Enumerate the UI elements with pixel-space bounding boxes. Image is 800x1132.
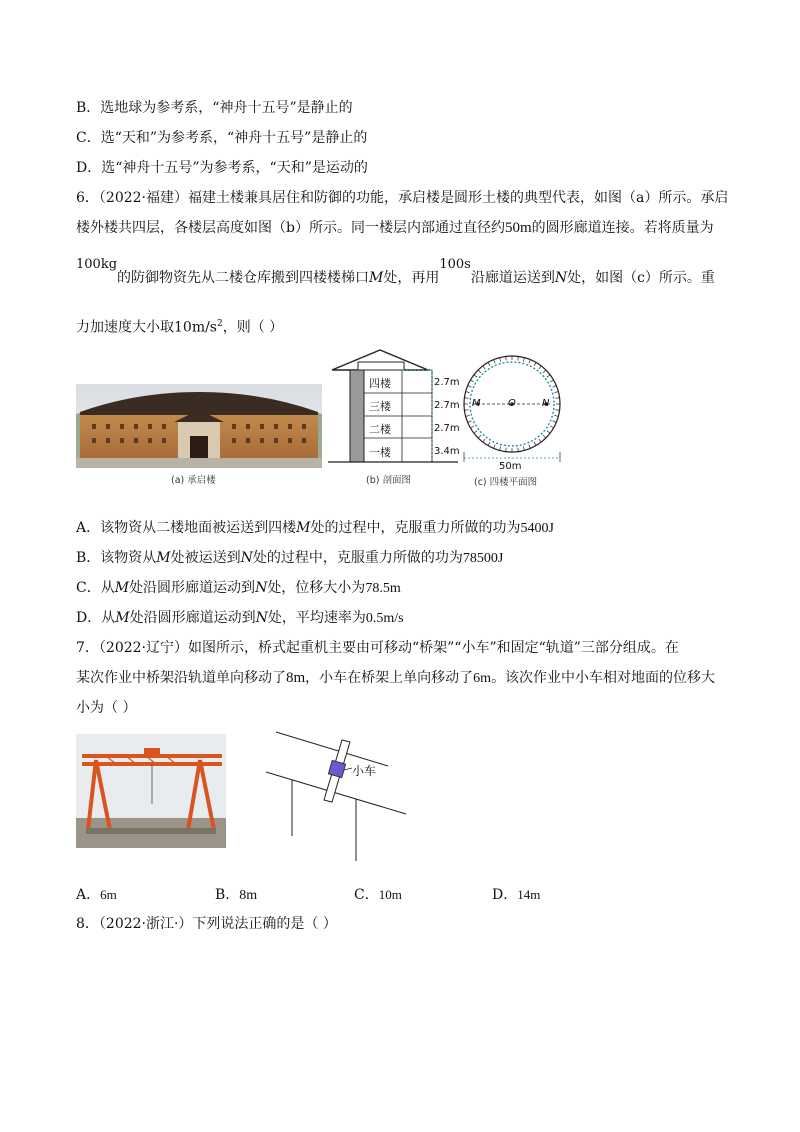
tulou-photo bbox=[76, 384, 322, 468]
q7-line1: 7．（2022·辽宁）如图所示，桥式起重机主要由可移动“桥架”“小车”和固定“轨道”三部分组成。在 bbox=[76, 640, 679, 656]
q7-line2: 某次作业中桥架沿轨道单向移动了8m，小车在桥架上单向移动了6m。该次作业中小车相对地面的位移大 bbox=[76, 670, 716, 686]
circle-tick bbox=[474, 431, 477, 433]
circle-tick bbox=[555, 392, 559, 393]
circle-tick bbox=[483, 366, 485, 369]
q6-line4: 力加速度大小取$10m/s^2$，则（ ） bbox=[76, 319, 284, 336]
circle-tick bbox=[478, 370, 481, 373]
circle-tick bbox=[494, 445, 496, 449]
floor-label-2: 二楼 bbox=[369, 423, 391, 436]
q5-option-c: C．选“天和”为参考系，“神舟十五号”是静止的 bbox=[76, 130, 368, 146]
circle-tick bbox=[500, 447, 501, 451]
height-label-2: 2.7m bbox=[434, 423, 460, 434]
floor-plan-diagram bbox=[462, 350, 562, 472]
circle-tick bbox=[539, 366, 541, 369]
point-o-label: O bbox=[508, 398, 516, 409]
circle-tick bbox=[506, 356, 507, 360]
q7-option-b: B．8m bbox=[215, 887, 258, 903]
corridor-diameter: 50m bbox=[504, 220, 532, 236]
circle-tick bbox=[550, 380, 553, 382]
q6-option-c: C．从M处沿圆形廊道运动到N处，位移大小为78.5m bbox=[76, 580, 401, 596]
car-displacement: 6m bbox=[473, 671, 492, 686]
floor-label-3: 三楼 bbox=[369, 400, 391, 413]
circle-tick bbox=[470, 426, 473, 428]
q6-option-d: D．从M处沿圆形廊道运动到N处，平均速率为0.5m/s bbox=[76, 610, 404, 626]
car-label: 小车 bbox=[352, 764, 377, 778]
q7-option-c: C．10m bbox=[354, 887, 402, 903]
circle-tick bbox=[506, 448, 507, 452]
q6-line3: 100kg的防御物资先从二楼仓库搬到四楼楼梯口M处，再用100s沿廊道运送到N处，如图（c）所示。重 bbox=[76, 257, 715, 286]
q8-line1: 8．（2022·浙江·）下列说法正确的是（ ） bbox=[76, 916, 337, 932]
q6-line2: 楼外楼共四层，各楼层高度如图（b）所示。同一楼层内部通过直径约50m的圆形廊道连接。若将质量为 bbox=[76, 220, 714, 236]
circle-tick bbox=[543, 435, 546, 438]
circle-tick bbox=[529, 360, 531, 364]
circle-tick bbox=[534, 362, 536, 365]
q5-option-d: D．选“神舟十五号”为参考系，“天和”是运动的 bbox=[76, 160, 368, 176]
circle-tick bbox=[500, 358, 501, 362]
q6-option-b: B．该物资从M处被运送到N处的过程中，克服重力所做的功为78500J bbox=[76, 550, 504, 566]
diameter-label: 50m bbox=[499, 461, 522, 472]
circle-tick bbox=[556, 398, 560, 399]
q6-line1: 6．（2022·福建）福建土楼兼具居住和防御的功能，承启楼是圆形土楼的典型代表，如图（a）所示。承启 bbox=[76, 190, 729, 206]
q7-option-a: A．6m bbox=[76, 887, 117, 903]
gravity-value: 10m/s bbox=[174, 319, 217, 336]
circle-tick bbox=[474, 375, 477, 377]
circle-tick bbox=[553, 421, 557, 423]
floor-label-1: 一楼 bbox=[369, 446, 391, 459]
height-label-1: 3.4m bbox=[434, 446, 460, 457]
crane-photo bbox=[76, 734, 226, 848]
circle-tick bbox=[518, 448, 519, 452]
circle-tick bbox=[464, 410, 468, 411]
circle-tick bbox=[466, 392, 470, 393]
circle-tick bbox=[547, 375, 550, 377]
q6-option-a: A．该物资从二楼地面被运送到四楼M处的过程中，克服重力所做的功为5400J bbox=[76, 520, 554, 536]
circle-tick bbox=[529, 445, 531, 449]
height-label-4: 2.7m bbox=[434, 377, 460, 388]
circle-tick bbox=[553, 386, 557, 388]
fig-c-caption: (c) 四楼平面图 bbox=[474, 477, 538, 488]
q7-option-d: D．14m bbox=[492, 887, 541, 903]
height-label-3: 2.7m bbox=[434, 400, 460, 411]
mass-value: 100kg bbox=[76, 257, 118, 272]
circle-tick bbox=[547, 431, 550, 433]
circle-tick bbox=[523, 358, 524, 362]
circle-tick bbox=[468, 421, 472, 423]
circle-tick bbox=[466, 415, 470, 416]
bridge-displacement: 8m bbox=[286, 670, 306, 686]
point-m-label: M bbox=[472, 398, 481, 409]
time-value: 100s bbox=[439, 257, 471, 272]
fig-a-caption: (a) 承启楼 bbox=[171, 475, 216, 486]
circle-tick bbox=[464, 398, 468, 399]
circle-tick bbox=[488, 362, 490, 365]
q7-line3: 小为（ ） bbox=[76, 700, 137, 716]
circle-tick bbox=[555, 415, 559, 416]
point-n-label: N bbox=[542, 398, 550, 409]
circle-tick bbox=[539, 439, 541, 442]
circle-tick bbox=[468, 386, 472, 388]
circle-tick bbox=[523, 447, 524, 451]
floor-label-4: 四楼 bbox=[369, 377, 391, 390]
circle-tick bbox=[556, 410, 560, 411]
fig-b-caption: (b) 剖面图 bbox=[366, 475, 411, 486]
circle-tick bbox=[494, 360, 496, 364]
circle-tick bbox=[470, 380, 473, 382]
circle-tick bbox=[518, 356, 519, 360]
crane-schematic bbox=[258, 724, 408, 864]
circle-tick bbox=[543, 370, 546, 373]
circle-tick bbox=[550, 426, 553, 428]
circle-tick bbox=[534, 442, 536, 445]
circle-tick bbox=[488, 442, 490, 445]
circle-tick bbox=[483, 439, 485, 442]
circle-tick bbox=[478, 435, 481, 438]
q5-option-b: B．选地球为参考系，“神舟十五号”是静止的 bbox=[76, 100, 353, 116]
